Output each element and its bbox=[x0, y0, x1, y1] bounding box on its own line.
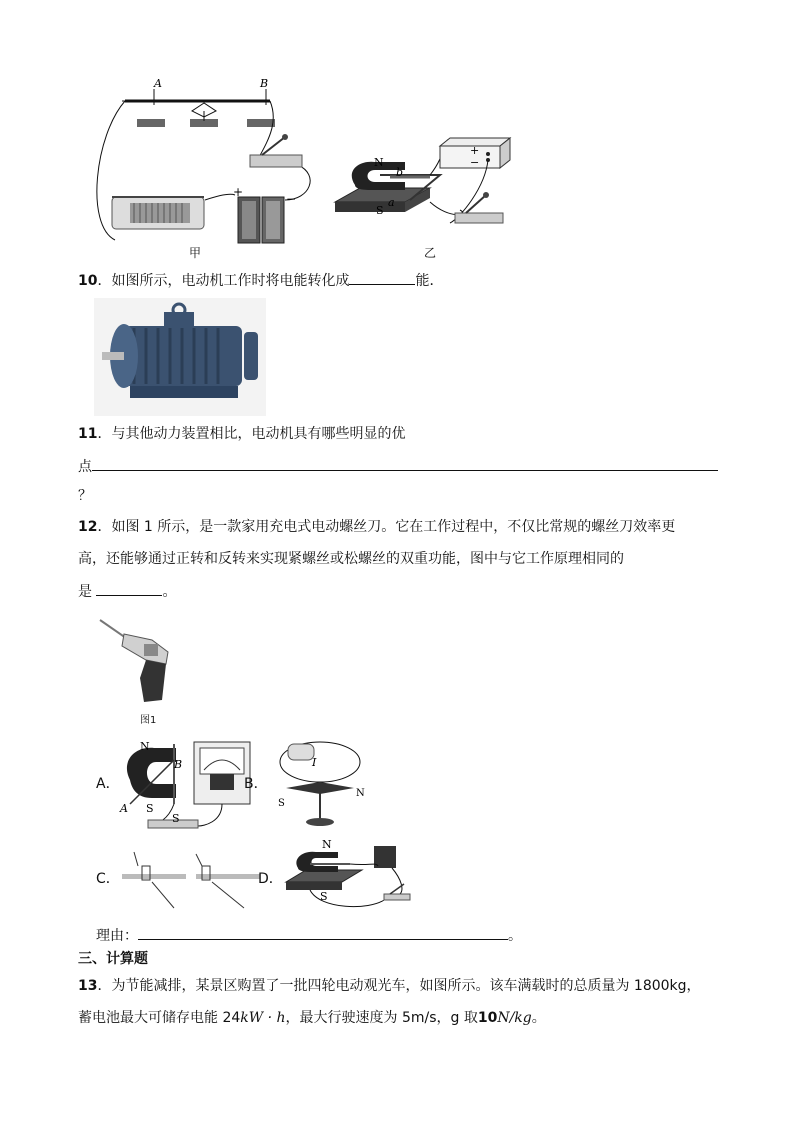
reason-blank[interactable] bbox=[138, 924, 508, 940]
label-b: b bbox=[396, 166, 404, 179]
label-S: S bbox=[376, 204, 384, 217]
figA-label-N: N bbox=[140, 740, 150, 753]
caption-jia: 甲 bbox=[189, 246, 202, 260]
question-number: 10 bbox=[78, 273, 98, 289]
option-b-figure bbox=[266, 736, 374, 832]
reason-line: 理由： 。 bbox=[96, 924, 522, 946]
section-title: 三、计算题 bbox=[78, 951, 148, 967]
figure1-caption: 图1 bbox=[140, 715, 157, 726]
figA-label-A: A bbox=[120, 802, 128, 815]
label-box-minus: − bbox=[470, 156, 480, 169]
label-a: a bbox=[388, 196, 395, 209]
option-a-figure bbox=[118, 740, 258, 832]
label-N: N bbox=[374, 156, 384, 169]
caption-yi: 乙 bbox=[424, 246, 437, 260]
question-12: 12．如图 1 所示，是一款家用充电式电动螺丝刀。它在工作过程中，不仅比常规的螺丝刀效率更 bbox=[78, 519, 676, 535]
label-plus: + bbox=[233, 185, 244, 199]
question-12-line2: 高，还能够通过正转和反转来实现紧螺丝或松螺丝的双重功能，图中与它工作原理相同的 bbox=[78, 551, 624, 567]
answer-blank[interactable] bbox=[96, 580, 162, 596]
figD-label-S: S bbox=[320, 890, 328, 903]
answer-blank[interactable] bbox=[92, 455, 718, 471]
figB-label-I: I bbox=[312, 756, 317, 769]
question-11-line3: ？ bbox=[78, 488, 92, 504]
figA-label-B: B bbox=[174, 758, 183, 771]
question-13-line2: 蓄电池最大可储存电能 24kW · h，最大行驶速度为 5m/s，g 取10N/kg。 bbox=[78, 1010, 546, 1026]
question-number: 12 bbox=[78, 519, 98, 535]
question-10: 10．如图所示，电动机工作时将电能转化成 能． bbox=[78, 269, 443, 291]
option-b[interactable]: B． bbox=[244, 776, 268, 792]
option-d[interactable]: D． bbox=[258, 871, 283, 887]
question-number: 13 bbox=[78, 978, 98, 994]
question-11-line2: 点 bbox=[78, 455, 718, 477]
answer-blank[interactable] bbox=[349, 269, 415, 285]
question-11: 11．与其他动力装置相比，电动机具有哪些明显的优 bbox=[78, 426, 406, 442]
figD-label-N: N bbox=[322, 838, 332, 851]
label-minus: − bbox=[286, 192, 297, 206]
option-a[interactable]: A． bbox=[96, 776, 120, 792]
circuit-figure-jia bbox=[90, 75, 320, 260]
figB-label-N: N bbox=[356, 788, 365, 799]
switch-yi bbox=[450, 185, 510, 230]
option-d-figure bbox=[280, 838, 420, 914]
figA-label-S2: S bbox=[172, 812, 180, 825]
question-12-line3: 是 。 bbox=[78, 580, 176, 602]
figB-label-S: S bbox=[278, 798, 285, 809]
screwdriver-image bbox=[96, 616, 184, 708]
question-13: 13．为节能减排，某景区购置了一批四轮电动观光车，如图所示。该车满载时的总质量为 1800kg， bbox=[78, 978, 701, 994]
question-number: 11 bbox=[78, 426, 98, 442]
figA-label-S: S bbox=[146, 802, 154, 815]
label-B: B bbox=[260, 77, 269, 90]
label-A: A bbox=[154, 77, 162, 90]
label-box-plus: + bbox=[470, 144, 480, 157]
option-c[interactable]: C． bbox=[96, 871, 120, 887]
electric-motor-image bbox=[94, 298, 266, 416]
option-c-figure bbox=[118, 848, 268, 910]
